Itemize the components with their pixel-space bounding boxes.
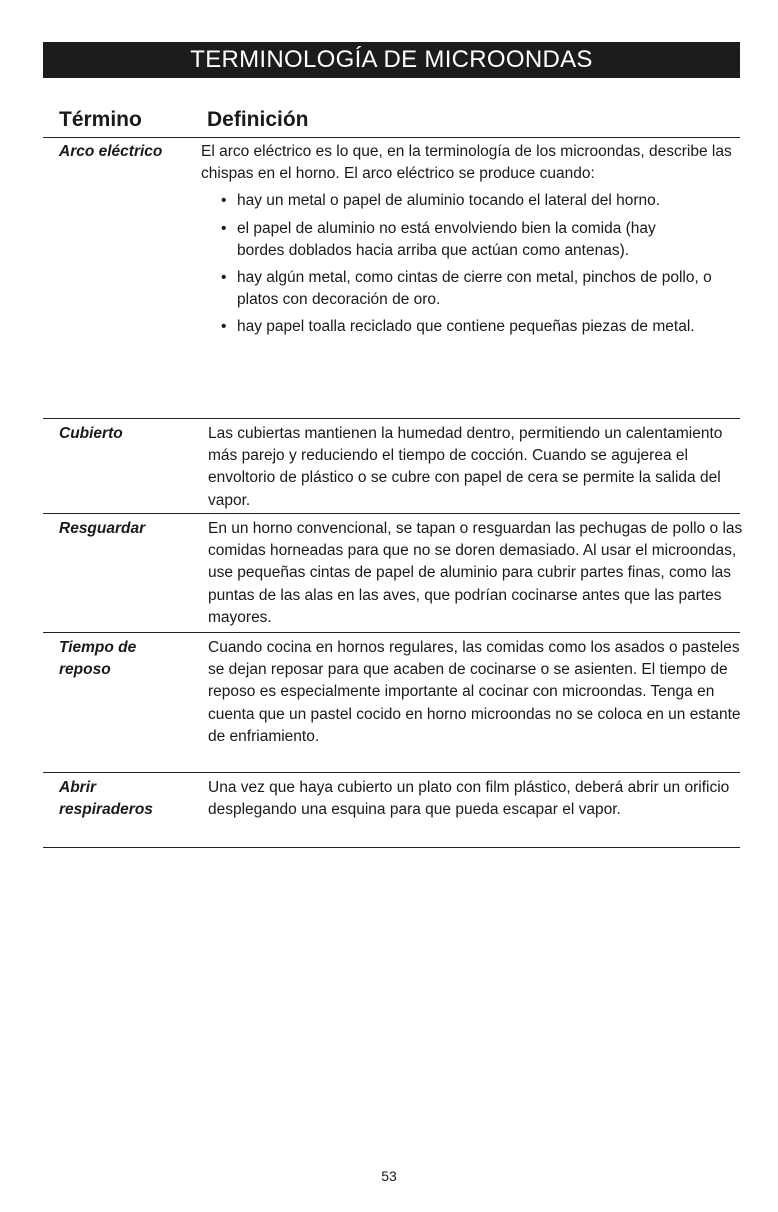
bullet-icon: • xyxy=(221,192,227,210)
header-term: Término xyxy=(59,108,142,131)
list-item: • hay algún metal, como cintas de cierre con metal, pinchos de pollo, o platos con decoración de oro. xyxy=(221,269,712,309)
page-title-banner xyxy=(43,42,740,78)
row-divider xyxy=(43,513,740,514)
term-line: Tiempo de xyxy=(59,639,137,656)
term-line: reposo xyxy=(59,661,111,678)
page-number: 53 xyxy=(381,1168,397,1184)
definition-tiempo-de-reposo xyxy=(208,637,743,748)
page-title: TERMINOLOGÍA DE MICROONDAS xyxy=(190,46,593,73)
bullet-icon: • xyxy=(221,269,227,287)
bullet-list xyxy=(201,190,741,338)
table-header xyxy=(43,106,740,136)
bullet-icon: • xyxy=(221,318,227,336)
header-definition: Definición xyxy=(207,108,309,131)
term-cubierto xyxy=(59,423,199,445)
definition-cubierto xyxy=(208,423,743,512)
list-item: • hay un metal o papel de aluminio tocando el lateral del horno. xyxy=(201,190,741,212)
term-line: Resguardar xyxy=(59,520,146,537)
header-divider xyxy=(43,137,740,138)
definition-resguardar xyxy=(208,518,743,629)
definition-text: Las cubiertas mantienen la humedad dentro, permitiendo un calentamiento más parejo y reduciendo el tiempo de cocción. Cuando se agujerea el envoltorio de plástico o se cubre con papel de cera se permite la salida del vapor. xyxy=(208,425,723,509)
term-resguardar xyxy=(59,518,199,540)
term-abrir-respiraderos xyxy=(59,777,199,821)
term-line: Cubierto xyxy=(59,425,123,442)
term-arco-electrico xyxy=(59,141,199,163)
row-divider xyxy=(43,418,740,419)
definition-text: Una vez que haya cubierto un plato con film plástico, deberá abrir un orificio desplegando una esquina para que pueda escapar el vapor. xyxy=(208,779,730,819)
table-bottom-divider xyxy=(43,847,740,848)
term-line: Abrir xyxy=(59,779,97,796)
definition-abrir-respiraderos xyxy=(208,777,743,821)
term-line: respiraderos xyxy=(59,801,153,818)
list-item: • el papel de aluminio no está envolviendo bien la comida (hay bordes doblados hacia arriba que actúan como antenas). xyxy=(221,219,656,259)
definition-arco-electrico xyxy=(201,141,741,339)
term-tiempo-de-reposo xyxy=(59,637,199,681)
term-line: Arco eléctrico xyxy=(59,143,163,160)
definition-text: El arco eléctrico es lo que, en la terminología de los microondas, describe las chispas en el horno. El arco eléctrico se produce cuando: xyxy=(201,143,732,183)
bullet-icon: • xyxy=(221,219,227,237)
row-divider xyxy=(43,632,740,633)
list-item: • hay papel toalla reciclado que contiene pequeñas piezas de metal. xyxy=(201,316,741,338)
row-divider xyxy=(43,772,740,773)
definition-text: En un horno convencional, se tapan o resguardan las pechugas de pollo o las comidas horneadas para que no se doren demasiado. Al usar el microondas, use pequeñas cintas de papel de aluminio para cubrir partes finas, como las puntas de las alas en las aves, que podrían cocinarse antes que las partes mayores. xyxy=(208,520,743,626)
definition-text: Cuando cocina en hornos regulares, las comidas como los asados o pasteles se dejan reposar para que acaben de cocinarse o se asienten. El tiempo de reposo es especialmente importante al cocinar con microondas. Tenga en cuenta que un pastel cocido en horno microondas no se coloca en un estante de enfriamiento. xyxy=(208,639,741,745)
